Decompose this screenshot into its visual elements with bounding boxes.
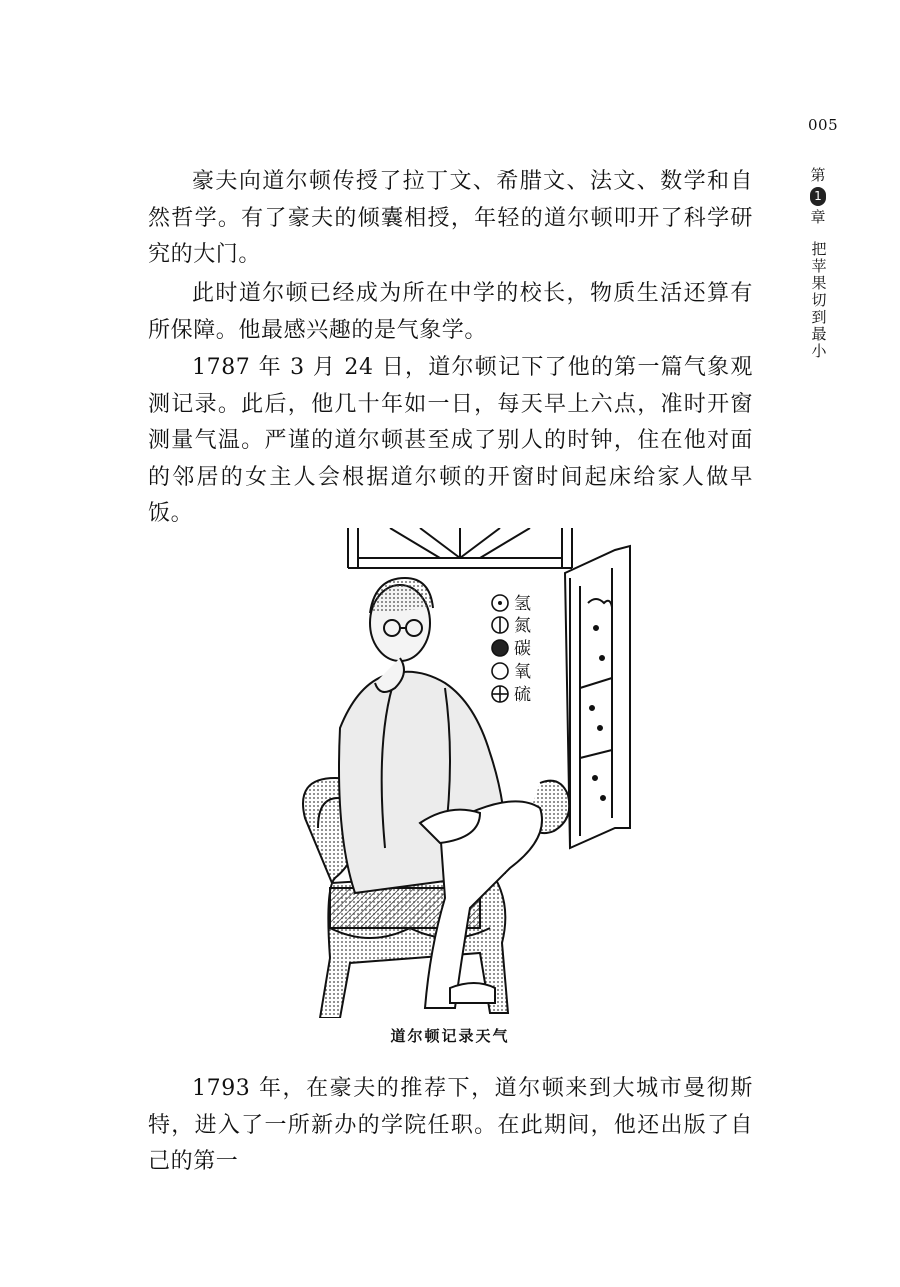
oxygen-symbol	[492, 663, 508, 679]
element-legend	[492, 594, 531, 705]
legend-nitrogen: 氮	[514, 616, 531, 636]
chapter-title: 把苹果切到最小	[809, 241, 828, 360]
figure-caption: 道尔顿记录天气	[390, 1027, 510, 1045]
chapter-number: 1	[810, 187, 826, 206]
page-number: 005	[808, 116, 839, 134]
chapter-label-after: 章	[810, 208, 826, 226]
paragraph-3: 1787 年 3 月 24 日，道尔顿记下了他的第一篇气象观测记录。此后，他几十年如一日，每天早上六点，准时开窗测量气温。严谨的道尔顿甚至成了别人的时钟，住在他对面的邻居的女主人会根据道尔顿的开窗时间起床给家人做早饭。	[148, 355, 753, 526]
paragraph-2: 此时道尔顿已经成为所在中学的校长，物质生活还算有所保障。他最感兴趣的是气象学。	[148, 281, 753, 343]
chapter-sidebar	[808, 166, 828, 360]
chapter-label-before: 第	[810, 166, 826, 184]
legend-carbon: 碳	[514, 639, 531, 659]
dalton-illustration	[300, 528, 640, 1018]
paragraph-1: 豪夫向道尔顿传授了拉丁文、希腊文、法文、数学和自然哲学。有了豪夫的倾囊相授，年轻的道尔顿叩开了科学研究的大门。	[148, 169, 753, 267]
illustration	[300, 528, 640, 1018]
legend-sulfur: 硫	[514, 685, 531, 705]
window-arch	[348, 528, 572, 568]
paragraph-4: 1793 年，在豪夫的推荐下，道尔顿来到大城市曼彻斯特，进入了一所新办的学院任职。在此期间，他还出版了自己的第一	[148, 1076, 753, 1174]
carbon-symbol	[492, 640, 508, 656]
open-window	[565, 546, 630, 848]
legend-oxygen: 氧	[514, 662, 531, 682]
legend-hydrogen: 氢	[514, 594, 531, 614]
